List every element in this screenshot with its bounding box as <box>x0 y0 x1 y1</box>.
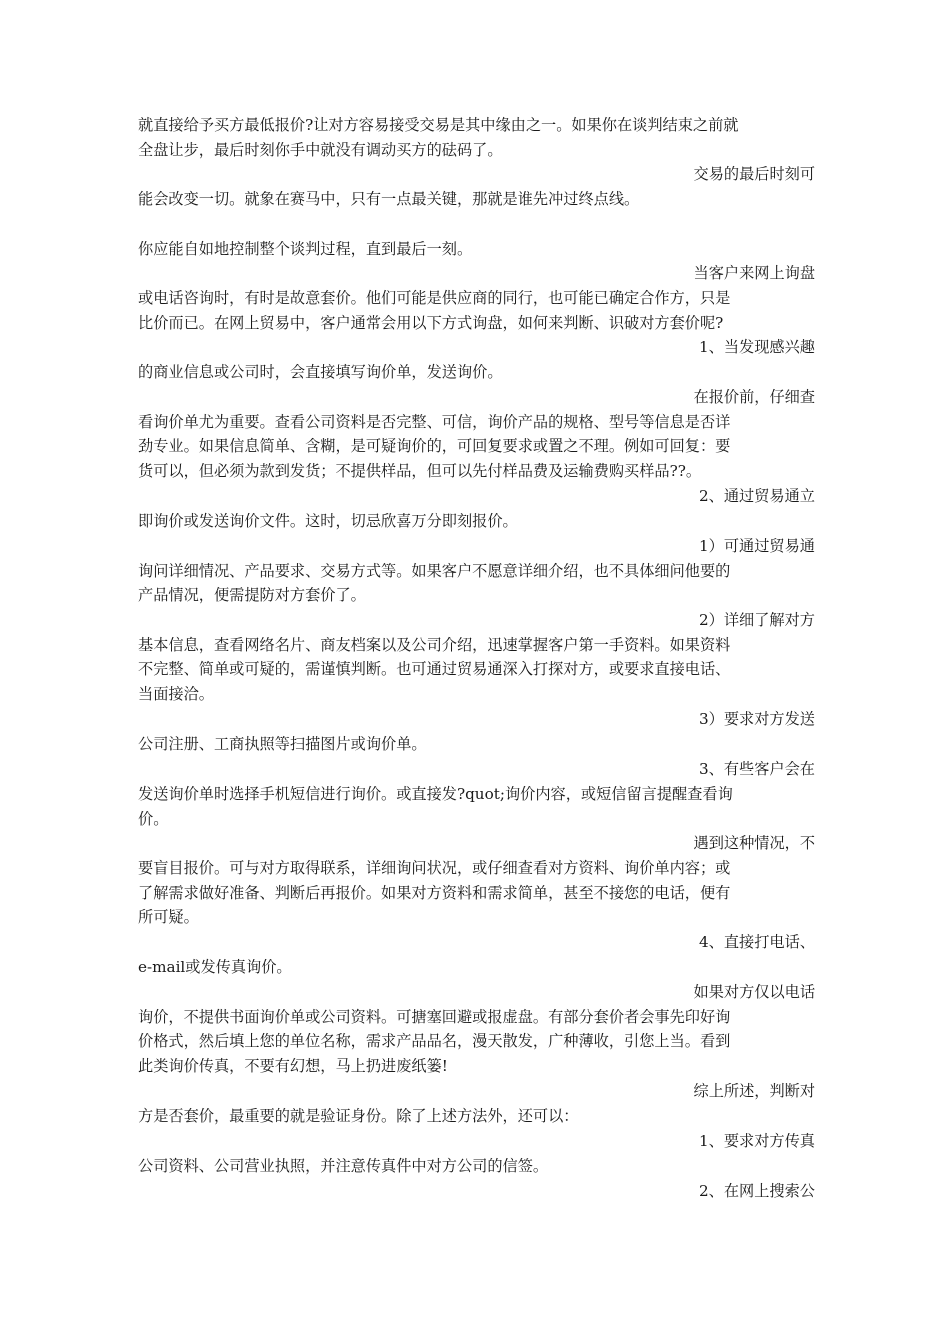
text-line: 2、通过贸易通立 <box>699 487 815 505</box>
text-line: 所可疑。 <box>138 908 199 926</box>
text-line: 即询价或发送询价文件。这时，切忌欣喜万分即刻报价。 <box>138 512 518 530</box>
text-line: 3、有些客户会在 <box>699 760 815 778</box>
text-line: 产品情况，便需提防对方套价了。 <box>138 586 366 604</box>
text-line: 当客户来网上询盘 <box>693 264 815 282</box>
text-line: 劲专业。如果信息简单、含糊，是可疑询价的，可回复要求或置之不理。例如可回复：要 <box>138 437 731 455</box>
text-line: 4、直接打电话、 <box>699 933 815 951</box>
text-line: 1）可通过贸易通 <box>699 537 815 555</box>
text-line: 方是否套价，最重要的就是验证身份。除了上述方法外，还可以： <box>138 1107 579 1125</box>
text-line: 不完整、简单或可疑的，需谨慎判断。也可通过贸易通深入打探对方，或要求直接电话、 <box>138 660 731 678</box>
text-line: 交易的最后时刻可 <box>693 165 815 183</box>
text-line: 公司注册、工商执照等扫描图片或询价单。 <box>138 735 427 753</box>
text-line: 2、在网上搜索公 <box>699 1182 815 1200</box>
text-line: 你应能自如地控制整个谈判过程，直到最后一刻。 <box>138 240 473 258</box>
text-line: 发送询价单时选择手机短信进行询价。或直接发?quot;询价内容，或短信留言提醒查看询 <box>138 785 733 803</box>
text-line: 2）详细了解对方 <box>699 611 815 629</box>
text-line: 货可以，但必须为款到发货；不提供样品，但可以先付样品费及运输费购买样品??。 <box>138 462 702 480</box>
text-line: 此类询价传真，不要有幻想，马上扔进废纸篓! <box>138 1057 448 1075</box>
text-line: 如果对方仅以电话 <box>693 983 815 1001</box>
text-line: e-mail或发传真询价。 <box>138 958 292 976</box>
text-line: 全盘让步，最后时刻你手中就没有调动买方的砝码了。 <box>138 141 503 159</box>
text-line: 公司资料、公司营业执照，并注意传真件中对方公司的信签。 <box>138 1157 549 1175</box>
text-line: 价格式，然后填上您的单位名称，需求产品品名，漫天散发，广种薄收，引您上当。看到 <box>138 1032 731 1050</box>
text-line: 看询价单尤为重要。查看公司资料是否完整、可信，询价产品的规格、型号等信息是否详 <box>138 413 731 431</box>
text-line: 基本信息，查看网络名片、商友档案以及公司介绍，迅速掌握客户第一手资料。如果资料 <box>138 636 731 654</box>
text-line: 1、当发现感兴趣 <box>699 338 815 356</box>
text-line: 的商业信息或公司时，会直接填写询价单，发送询价。 <box>138 363 503 381</box>
text-line: 询问详细情况、产品要求、交易方式等。如果客户不愿意详细介绍，也不具体细问他要的 <box>138 562 731 580</box>
text-line: 或电话咨询时，有时是故意套价。他们可能是供应商的同行，也可能已确定合作方，只是 <box>138 289 731 307</box>
text-line: 遇到这种情况，不 <box>693 834 815 852</box>
text-line: 3）要求对方发送 <box>699 710 815 728</box>
text-line: 综上所述，判断对 <box>693 1082 815 1100</box>
text-line: 比价而已。在网上贸易中，客户通常会用以下方式询盘，如何来判断、识破对方套价呢? <box>138 314 724 332</box>
text-line: 要盲目报价。可与对方取得联系，详细询问状况，或仔细查看对方资料、询价单内容；或 <box>138 859 731 877</box>
text-line: 当面接洽。 <box>138 685 214 703</box>
text-line: 询价，不提供书面询价单或公司资料。可搪塞回避或报虚盘。有部分套价者会事先印好询 <box>138 1008 731 1026</box>
text-line: 价。 <box>138 810 169 828</box>
text-line: 就直接给予买方最低报价?让对方容易接受交易是其中缘由之一。如果你在谈判结束之前就 <box>138 116 739 134</box>
text-line: 1、要求对方传真 <box>699 1132 815 1150</box>
text-line: 在报价前，仔细查 <box>693 388 815 406</box>
text-line: 能会改变一切。就象在赛马中，只有一点最关键，那就是谁先冲过终点线。 <box>138 190 640 208</box>
text-line: 了解需求做好准备、判断后再报价。如果对方资料和需求简单，甚至不接您的电话，便有 <box>138 884 731 902</box>
